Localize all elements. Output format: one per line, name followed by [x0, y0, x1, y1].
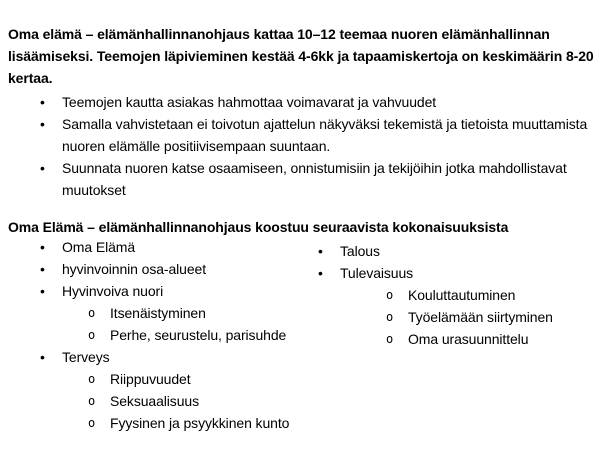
list-item [8, 280, 300, 302]
list-item-label: Hyvinvoiva nuori [62, 283, 164, 299]
list-item [8, 324, 300, 346]
bullet-icon: • [40, 349, 45, 365]
list-item [300, 328, 610, 350]
bullet-icon: • [318, 243, 323, 259]
list-item [8, 157, 607, 201]
circle-bullet-icon: o [88, 394, 96, 408]
list-item [8, 113, 607, 157]
list-item-label: Perhe, seurustelu, parisuhde [110, 327, 287, 343]
bullet-icon: • [40, 160, 45, 176]
list-item-label: Teemojen kautta asiakas hahmottaa voimavarat ja vahvuudet [62, 94, 437, 110]
section-heading: Oma Elämä – elämänhallinnanohjaus koostuu seuraavista kokonaisuuksista [8, 219, 509, 235]
bullet-icon: • [40, 261, 45, 277]
list-item-label: Samalla vahvistetaan ei toivotun ajattelun näkyväksi tekemistä ja tietoista muuttamista nuoren elämälle positiivisempaan suuntaan. [62, 116, 588, 154]
list-item [300, 306, 610, 328]
list-item [8, 412, 300, 434]
list-item-label: Terveys [62, 349, 110, 365]
left-column [8, 236, 300, 434]
list-item [300, 240, 610, 262]
circle-bullet-icon: o [386, 288, 394, 302]
bullet-icon: • [318, 265, 323, 281]
bullet-icon: • [40, 94, 45, 110]
list-item-label: Tulevaisuus [340, 265, 414, 281]
list-item [8, 236, 300, 258]
list-item-label: hyvinvoinnin osa-alueet [62, 261, 207, 277]
circle-bullet-icon: o [88, 306, 96, 320]
circle-bullet-icon: o [386, 310, 394, 324]
list-item-label: Talous [340, 243, 380, 259]
list-item [8, 258, 300, 280]
intro-paragraph: Oma elämä – elämänhallinnanohjaus kattaa 10–12 teemaa nuoren elämänhallinnan lisäämiseksi. Teemojen läpivieminen kestää 4-6kk ja tapaamiskertoja on keskimäärin 8-20 kertaa. [8, 26, 594, 86]
list-item-label: Seksuaalisuus [110, 393, 199, 409]
list-item-label: Fyysinen ja psyykkinen kunto [110, 415, 290, 431]
list-item [300, 284, 610, 306]
list-item-label: Oma Elämä [62, 239, 136, 255]
list-item-label: Riippuvuudet [110, 371, 191, 387]
list-item-label: Työelämään siirtyminen [408, 309, 553, 325]
list-item [300, 262, 610, 284]
list-item [8, 368, 300, 390]
circle-bullet-icon: o [386, 332, 394, 346]
circle-bullet-icon: o [88, 416, 96, 430]
bullet-icon: • [40, 283, 45, 299]
circle-bullet-icon: o [88, 328, 96, 342]
list-item-label: Oma urasuunnittelu [408, 331, 529, 347]
list-item [8, 346, 300, 368]
list-item-label: Itsenäistyminen [110, 305, 206, 321]
list-item-label: Kouluttautuminen [408, 287, 516, 303]
list-item [8, 390, 300, 412]
bullet-icon: • [40, 116, 45, 132]
list-item-label: Suunnata nuoren katse osaamiseen, onnistumisiin ja tekijöihin jotka mahdollistavat muutokset [62, 160, 567, 198]
bullet-icon: • [40, 239, 45, 255]
list-item [8, 302, 300, 324]
right-column [300, 240, 610, 350]
list-item [8, 91, 607, 113]
intro-bullet-list [8, 91, 608, 201]
circle-bullet-icon: o [88, 372, 96, 386]
